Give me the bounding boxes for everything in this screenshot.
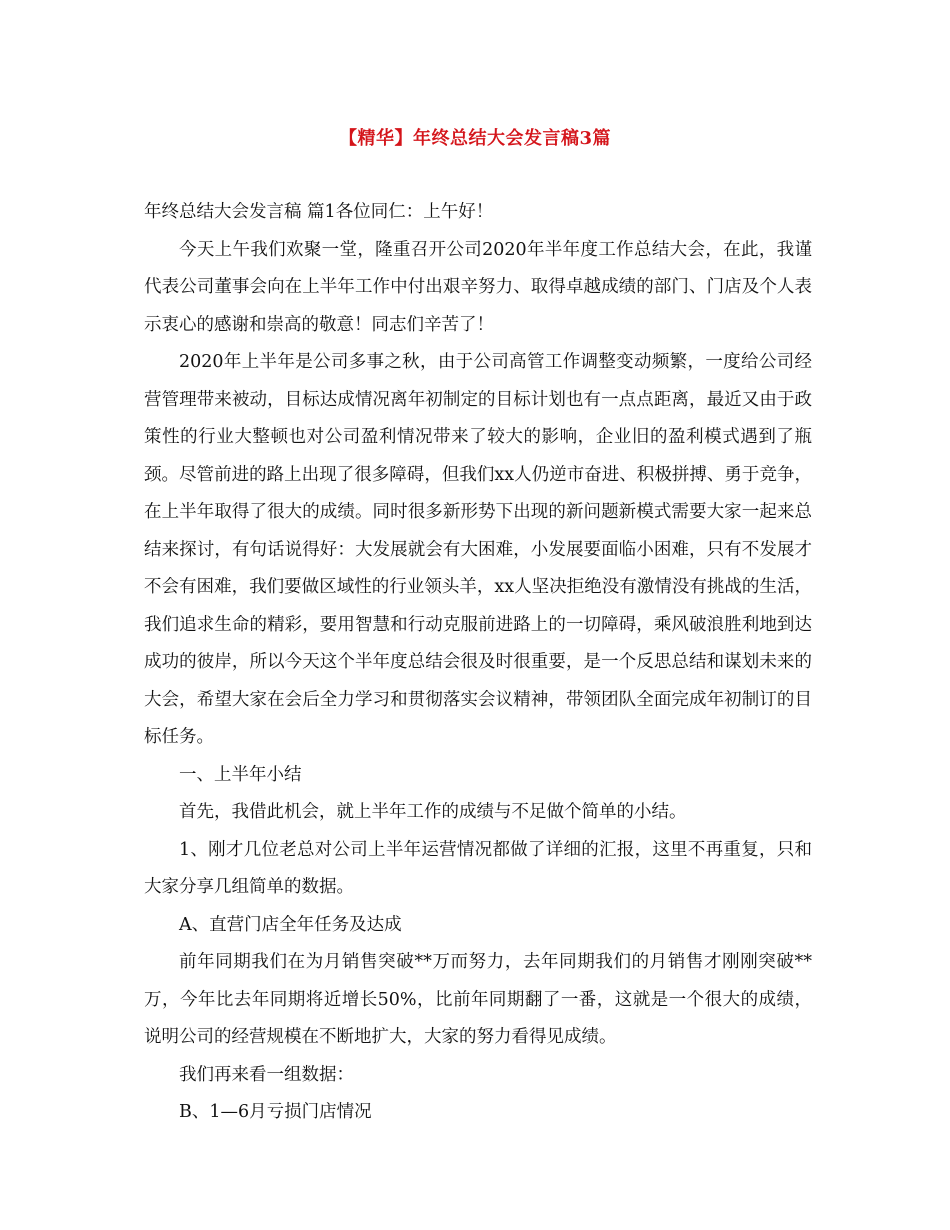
document-body — [144, 194, 812, 1132]
paragraph-opening: 年终总结大会发言稿 篇1各位同仁：上午好！ — [144, 202, 494, 222]
paragraph: 前年同期我们在为月销售突破**万而努力，去年同期我们的月销售才刚刚突破**万，今年比去年同期将近增长50%，比前年同期翻了一番，这就是一个很大的成绩，说明公司的经营规模在不断地扩大，大家的努力看得见成绩。 — [144, 952, 812, 1047]
section-heading: 一、上半年小结 — [179, 764, 302, 785]
subsection-heading: A、直营门店全年任务及达成 — [179, 914, 402, 935]
paragraph: 我们再来看一组数据： — [179, 1064, 354, 1085]
subsection-heading: B、1—6月亏损门店情况 — [179, 1102, 372, 1122]
paragraph: 首先，我借此机会，就上半年工作的成绩与不足做个简单的小结。 — [179, 802, 687, 822]
paragraph: 今天上午我们欢聚一堂，隆重召开公司2020年半年度工作总结大会，在此，我谨代表公司董事会向在上半年工作中付出艰辛努力、取得卓越成绩的部门、门店及个人表示衷心的感谢和崇高的敬意！同志们辛苦了！ — [144, 239, 812, 335]
paragraph: 1、刚才几位老总对公司上半年运营情况都做了详细的汇报，这里不再重复，只和大家分享几组简单的数据。 — [144, 839, 812, 897]
document-title: 【精华】年终总结大会发言稿3篇 — [338, 128, 612, 149]
paragraph: 2020年上半年是公司多事之秋，由于公司高管工作调整变动频繁，一度给公司经营管理带来被动，目标达成情况离年初制定的目标计划也有一点点距离，最近又由于政策性的行业大整顿也对公司盈利情况带来了较大的影响，企业旧的盈利模式遇到了瓶颈。尽管前进的路上出现了很多障碍，但我们xx人仍逆市奋进、积极拼搏、勇于竞争，在上半年取得了很大的成绩。同时很多新形势下出现的新问题新模式需要大家一起来总结来探讨，有句话说得好：大发展就会有大困难，小发展要面临小困难，只有不发展才不会有困难，我们要做区域性的行业领头羊，xx人坚决拒绝没有激情没有挑战的生活，我们追求生命的精彩，要用智慧和行动克服前进路上的一切障碍，乘风破浪胜利地到达成功的彼岸，所以今天这个半年度总结会很及时很重要，是一个反思总结和谋划未来的大会，希望大家在会后全力学习和贯彻落实会议精神，带领团队全面完成年初制订的目标任务。 — [144, 352, 812, 747]
